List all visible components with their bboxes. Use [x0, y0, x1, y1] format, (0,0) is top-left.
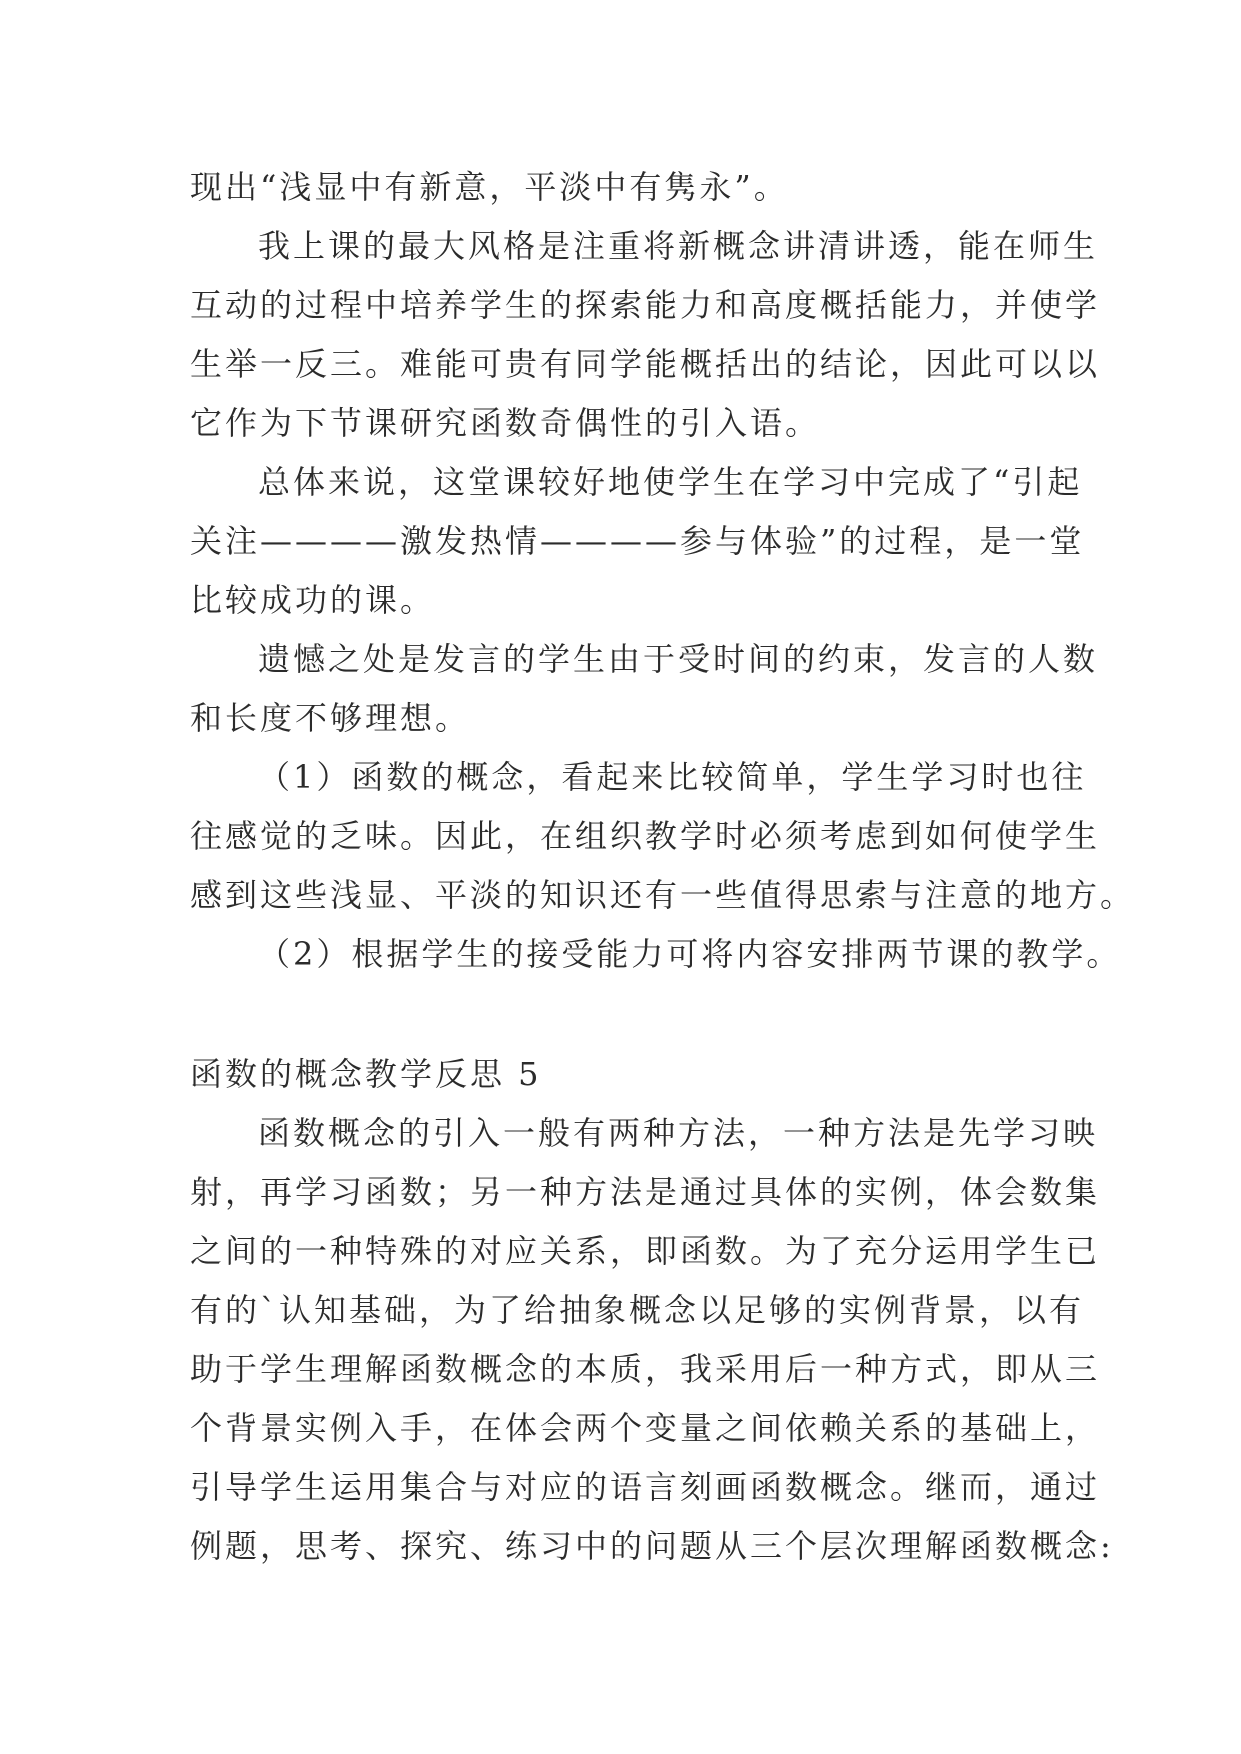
list-item-line: 感到这些浅显、平淡的知识还有一些值得思索与注意的地方。 [190, 876, 1136, 914]
paragraph-line: 它作为下节课研究函数奇偶性的引入语。 [190, 404, 821, 442]
section-heading: 函数的概念教学反思 5 [190, 1055, 542, 1093]
list-item-line: （1）函数的概念，看起来比较简单，学生学习时也往 [258, 758, 1087, 796]
paragraph-line: 个背景实例入手，在体会两个变量之间依赖关系的基础上， [190, 1409, 1101, 1447]
paragraph-line: 生举一反三。难能可贵有同学能概括出的结论，因此可以以 [190, 345, 1101, 383]
list-item-line: 往感觉的乏味。因此，在组织教学时必须考虑到如何使学生 [190, 817, 1101, 855]
paragraph-line: 现出“浅显中有新意，平淡中有隽永”。 [190, 168, 789, 206]
paragraph-line: 有的`认知基础，为了给抽象概念以足够的实例背景，以有 [190, 1291, 1085, 1329]
paragraph-line: 射，再学习函数；另一种方法是通过具体的实例，体会数集 [190, 1173, 1101, 1211]
paragraph-line: 和长度不够理想。 [190, 699, 471, 737]
paragraph-line: 函数概念的引入一般有两种方法，一种方法是先学习映 [258, 1114, 1099, 1152]
paragraph-line: 比较成功的课。 [190, 581, 436, 619]
section-spacer [190, 984, 1060, 1045]
list-item-line: （2）根据学生的接受能力可将内容安排两节课的教学。 [258, 935, 1122, 973]
paragraph-line: 例题，思考、探究、练习中的问题从三个层次理解函数概念: [190, 1527, 1114, 1565]
paragraph-line: 助于学生理解函数概念的本质，我采用后一种方式，即从三 [190, 1350, 1101, 1388]
paragraph-line: 遗憾之处是发言的学生由于受时间的约束，发言的人数 [258, 640, 1099, 678]
document-body [190, 158, 1136, 1576]
paragraph-line: 关注————激发热情————参与体验”的过程，是一堂 [190, 522, 1085, 560]
paragraph-line: 之间的一种特殊的对应关系，即函数。为了充分运用学生已 [190, 1232, 1101, 1270]
paragraph-line: 总体来说，这堂课较好地使学生在学习中完成了“引起 [258, 463, 1083, 501]
paragraph-line: 我上课的最大风格是注重将新概念讲清讲透，能在师生 [258, 227, 1099, 265]
paragraph-line: 引导学生运用集合与对应的语言刻画函数概念。继而，通过 [190, 1468, 1101, 1506]
paragraph-line: 互动的过程中培养学生的探索能力和高度概括能力，并使学 [190, 286, 1101, 324]
